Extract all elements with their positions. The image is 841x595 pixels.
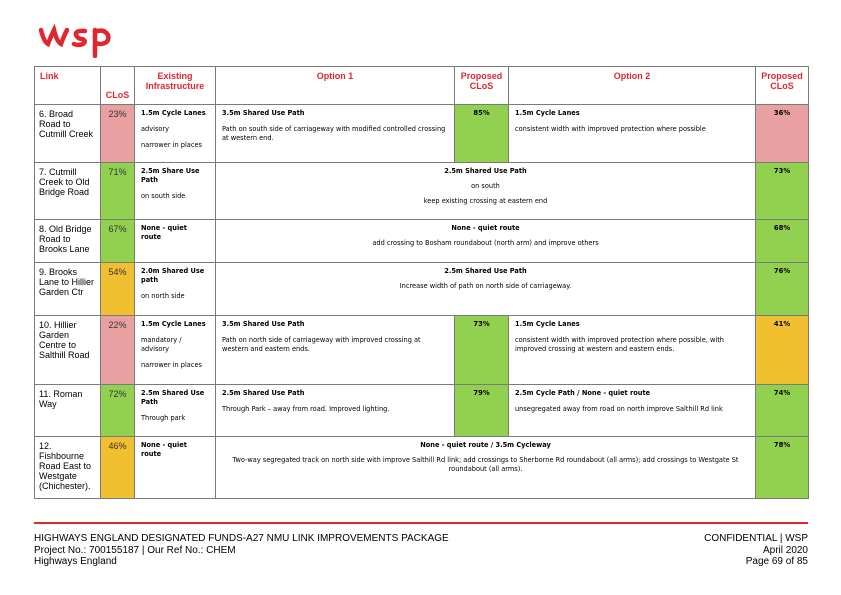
clos-value: 46% bbox=[101, 437, 135, 499]
option-2: 1.5m Cycle Lanes consistent width with improved protection where possible bbox=[509, 105, 756, 163]
shared-options: 2.5m Shared Use Path Increase width of path on north side of carriageway. bbox=[216, 263, 756, 316]
existing-infrastructure: None - quiet route bbox=[135, 220, 216, 263]
existing-infrastructure: 2.5m Share Use Path on south side bbox=[135, 163, 216, 220]
option-1: 3.5m Shared Use Path Path on north side of carriageway with improved crossing at western and eastern ends. bbox=[216, 316, 455, 385]
clos-value: 22% bbox=[101, 316, 135, 385]
shared-options: None - quiet route / 3.5m Cycleway Two-way segregated track on north side with improve Salthill Rd link; add crossings to Sherborne Rd roundabout (all arms); add crossings to Westgate St roundabout (all arms). bbox=[216, 437, 756, 499]
option-1-clos: 85% bbox=[455, 105, 509, 163]
clos-value: 54% bbox=[101, 263, 135, 316]
option-2-clos: 73% bbox=[756, 163, 809, 220]
option-2-clos: 41% bbox=[756, 316, 809, 385]
option-2-clos: 68% bbox=[756, 220, 809, 263]
existing-infrastructure: None - quiet route bbox=[135, 437, 216, 499]
existing-infrastructure: 2.0m Shared Use path on north side bbox=[135, 263, 216, 316]
option-2-clos: 76% bbox=[756, 263, 809, 316]
table-row bbox=[35, 385, 809, 437]
table-row bbox=[35, 220, 809, 263]
table-row bbox=[35, 163, 809, 220]
header-proposed-clos-1: Proposed CLoS bbox=[455, 67, 509, 105]
clos-value: 23% bbox=[101, 105, 135, 163]
option-2: 2.5m Cycle Path / None - quiet route unsegregated away from road on north improve Salthill Rd link bbox=[509, 385, 756, 437]
footer-left bbox=[34, 533, 449, 568]
header-existing: Existing Infrastructure bbox=[135, 67, 216, 105]
link-name: 8. Old Bridge Road to Brooks Lane bbox=[35, 220, 101, 263]
table-row bbox=[35, 316, 809, 385]
footer-project: Project No.: 700155187 | Our Ref No.: CHEM bbox=[34, 544, 236, 556]
option-2-clos: 78% bbox=[756, 437, 809, 499]
clos-value: 71% bbox=[101, 163, 135, 220]
header-clos: CLoS bbox=[101, 67, 135, 105]
table-row bbox=[35, 105, 809, 163]
existing-infrastructure: 1.5m Cycle Lanes advisory narrower in places bbox=[135, 105, 216, 163]
option-2-clos: 74% bbox=[756, 385, 809, 437]
table-row bbox=[35, 263, 809, 316]
shared-options: 2.5m Shared Use Path on south keep existing crossing at eastern end bbox=[216, 163, 756, 220]
option-1: 2.5m Shared Use Path Through Park – away from road. Improved lighting. bbox=[216, 385, 455, 437]
clos-value: 67% bbox=[101, 220, 135, 263]
footer-divider bbox=[34, 522, 808, 524]
footer-date: April 2020 bbox=[762, 544, 808, 556]
link-name: 12. Fishbourne Road East to Westgate (Chichester). bbox=[35, 437, 101, 499]
header-option-2: Option 2 bbox=[509, 67, 756, 105]
link-name: 9. Brooks Lane to Hillier Garden Ctr bbox=[35, 263, 101, 316]
header-option-1: Option 1 bbox=[216, 67, 455, 105]
table-row bbox=[35, 437, 809, 499]
header-link: Link bbox=[35, 67, 101, 105]
link-improvements-table bbox=[34, 66, 809, 499]
link-name: 10. Hillier Garden Centre to Salthill Road bbox=[35, 316, 101, 385]
clos-value: 72% bbox=[101, 385, 135, 437]
option-2: 1.5m Cycle Lanes consistent width with improved protection where possible, with improved crossing at western and eastern ends. bbox=[509, 316, 756, 385]
link-name: 7. Cutmill Creek to Old Bridge Road bbox=[35, 163, 101, 220]
header-proposed-clos-2: Proposed CLoS bbox=[756, 67, 809, 105]
shared-options: None - quiet route add crossing to Bosham roundabout (north arm) and improve others bbox=[216, 220, 756, 263]
footer-title: HIGHWAYS ENGLAND DESIGNATED FUNDS-A27 NMU LINK IMPROVEMENTS PACKAGE bbox=[34, 533, 449, 544]
option-1-clos: 79% bbox=[455, 385, 509, 437]
footer-page: Page 69 of 85 bbox=[745, 556, 808, 567]
table-header-row bbox=[35, 67, 809, 105]
footer-confidential: CONFIDENTIAL | WSP bbox=[704, 533, 808, 544]
option-2-clos: 36% bbox=[756, 105, 809, 163]
option-1: 3.5m Shared Use Path Path on south side of carriageway with modified controlled crossing at western end. bbox=[216, 105, 455, 163]
footer-right bbox=[704, 533, 808, 568]
option-1-clos: 73% bbox=[455, 316, 509, 385]
link-name: 11. Roman Way bbox=[35, 385, 101, 437]
existing-infrastructure: 2.5m Shared Use Path Through park bbox=[135, 385, 216, 437]
footer-client: Highways England bbox=[34, 556, 117, 567]
wsp-logo bbox=[38, 18, 118, 58]
link-name: 6. Broad Road to Cutmill Creek bbox=[35, 105, 101, 163]
existing-infrastructure: 1.5m Cycle Lanes mandatory / advisory narrower in places bbox=[135, 316, 216, 385]
